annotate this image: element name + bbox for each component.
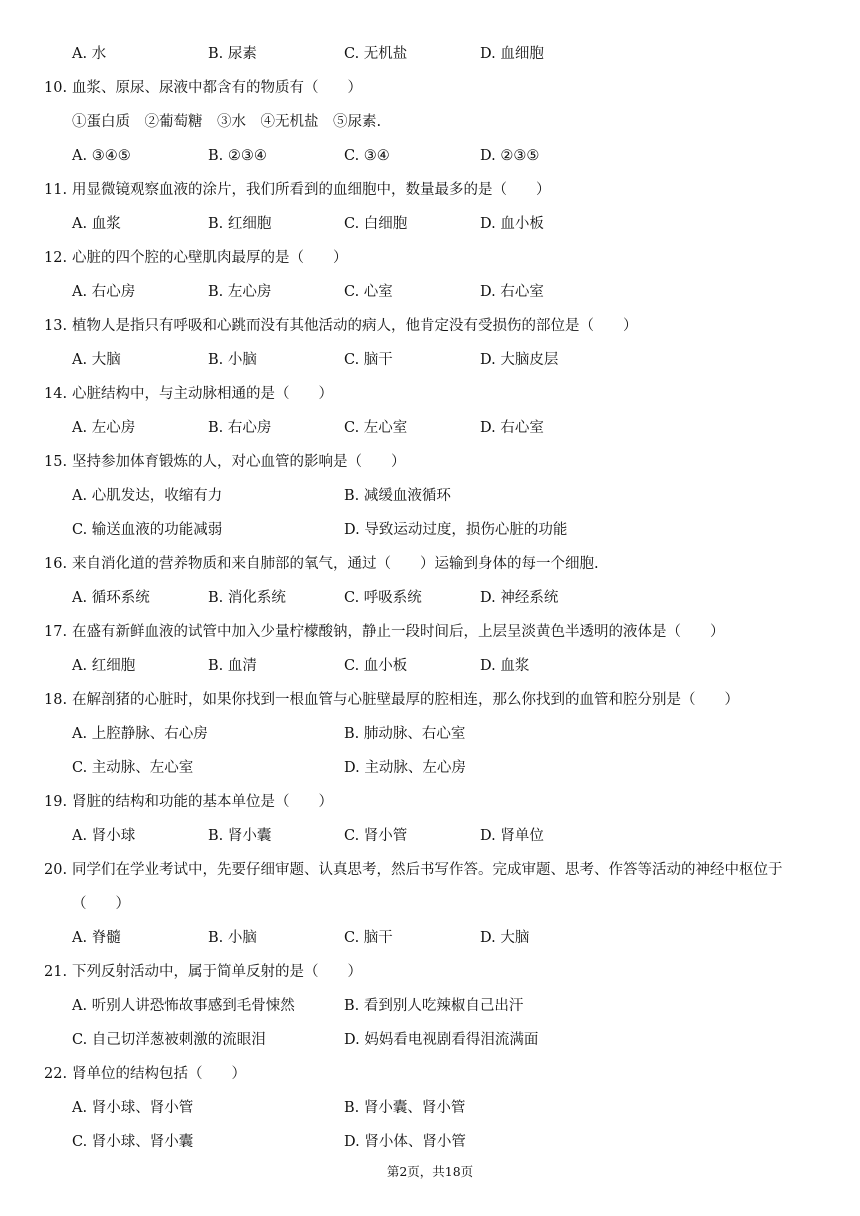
option-c: C. 左心室: [344, 420, 408, 436]
option-c: C. 心室: [344, 284, 393, 300]
option-a: A. 心肌发达，收缩有力: [72, 488, 223, 504]
option-a: A. 红细胞: [72, 658, 136, 674]
question-text: 肾脏的结构和功能的基本单位是（ ）: [72, 794, 333, 810]
option-c: C. 脑干: [344, 930, 393, 946]
option-a: A. 肾小球: [72, 828, 136, 844]
question-text: 坚持参加体育锻炼的人，对心血管的影响是（ ）: [72, 454, 406, 470]
option-c: C. 脑干: [344, 352, 393, 368]
question-number: 19.: [44, 794, 68, 810]
question-number: 22.: [44, 1066, 68, 1082]
option-a: A. 血浆: [72, 216, 121, 232]
option-c: C. 白细胞: [344, 216, 408, 232]
option-d: D. 导致运动过度，损伤心脏的功能: [344, 522, 568, 538]
question-number: 15.: [44, 454, 68, 470]
option-a: A. 听别人讲恐怖故事感到毛骨悚然: [72, 998, 295, 1014]
option-b: B. 减缓血液循环: [344, 488, 451, 504]
option-c: C. 自己切洋葱被刺激的流眼泪: [72, 1032, 266, 1048]
option-b: B. 看到别人吃辣椒自己出汗: [344, 998, 524, 1014]
question-text: 心脏的四个腔的心壁肌肉最厚的是（ ）: [72, 250, 348, 266]
question-number: 13.: [44, 318, 68, 334]
page-footer: 第2页，共18页: [386, 1164, 474, 1179]
option-c: C. 主动脉、左心室: [72, 760, 194, 776]
option-d: D. 血小板: [480, 216, 544, 232]
option-d: D. ②③⑤: [480, 148, 540, 164]
question-text: 用显微镜观察血液的涂片，我们所看到的血细胞中，数量最多的是（ ）: [72, 182, 551, 198]
option-d: D. 血浆: [480, 658, 530, 674]
question-number: 20.: [44, 862, 68, 878]
option-d: D. 神经系统: [480, 590, 559, 606]
option-d: D. 大脑: [480, 930, 530, 946]
question-number: 18.: [44, 692, 68, 708]
option-b: B. 肺动脉、右心室: [344, 726, 466, 742]
question-number: 14.: [44, 386, 68, 402]
question-text-line: （ ）: [72, 896, 130, 912]
option-c: C. 无机盐: [344, 46, 408, 62]
question-number: 11.: [44, 182, 68, 198]
option-a: A. 脊髓: [72, 930, 121, 946]
option-d: D. 血细胞: [480, 46, 544, 62]
question-number: 10.: [44, 80, 68, 96]
option-d: D. 主动脉、左心房: [344, 760, 466, 776]
option-a: A. 大脑: [72, 352, 121, 368]
option-a: A. 右心房: [72, 284, 136, 300]
option-d: D. 右心室: [480, 420, 544, 436]
question-text: 植物人是指只有呼吸和心跳而没有其他活动的病人，他肯定没有受损伤的部位是（ ）: [72, 318, 638, 334]
option-b: B. 血清: [208, 658, 257, 674]
question-text: 来自消化道的营养物质和来自肺部的氧气，通过（ ）运输到身体的每一个细胞.: [72, 556, 599, 572]
question-text: 肾单位的结构包括（ ）: [72, 1066, 246, 1082]
question-number: 16.: [44, 556, 68, 572]
option-b: B. ②③④: [208, 148, 267, 164]
option-d: D. 肾小体、肾小管: [344, 1134, 466, 1150]
option-c: C. 肾小球、肾小囊: [72, 1134, 194, 1150]
option-a: A. 肾小球、肾小管: [72, 1100, 194, 1116]
option-d: D. 肾单位: [480, 828, 544, 844]
option-b: B. 右心房: [208, 420, 272, 436]
question-text: 同学们在学业考试中，先要仔细审题、认真思考，然后书写作答。完成审题、思考、作答等活动的神经中枢位于: [72, 862, 783, 878]
question-number: 12.: [44, 250, 68, 266]
option-d: D. 妈妈看电视剧看得泪流满面: [344, 1032, 539, 1048]
option-a: A. 循环系统: [72, 590, 150, 606]
question-text: 心脏结构中，与主动脉相通的是（ ）: [72, 386, 333, 402]
option-c: C. ③④: [344, 148, 390, 164]
option-b: B. 红细胞: [208, 216, 272, 232]
option-b: B. 小脑: [208, 930, 257, 946]
option-b: B. 小脑: [208, 352, 257, 368]
option-b: B. 尿素: [208, 46, 257, 62]
question-text: 下列反射活动中，属于简单反射的是（ ）: [72, 964, 362, 980]
option-a: A. 左心房: [72, 420, 136, 436]
option-c: C. 肾小管: [344, 828, 408, 844]
option-a: A. 上腔静脉、右心房: [72, 726, 208, 742]
option-a: A. 水: [72, 46, 107, 62]
option-b: B. 肾小囊: [208, 828, 272, 844]
question-text: 血浆、原尿、尿液中都含有的物质有（ ）: [72, 80, 362, 96]
question-text: 在盛有新鲜血液的试管中加入少量柠檬酸钠，静止一段时间后，上层呈淡黄色半透明的液体是（ ）: [72, 624, 725, 640]
option-a: A. ③④⑤: [72, 148, 131, 164]
option-d: D. 大脑皮层: [480, 352, 559, 368]
option-d: D. 右心室: [480, 284, 544, 300]
question-text: 在解剖猪的心脏时，如果你找到一根血管与心脏壁最厚的腔相连，那么你找到的血管和腔分别是（ ）: [72, 692, 739, 708]
option-c: C. 呼吸系统: [344, 590, 422, 606]
question-text-line: ①蛋白质 ②葡萄糖 ③水 ④无机盐 ⑤尿素.: [72, 114, 382, 130]
option-c: C. 输送血液的功能减弱: [72, 522, 223, 538]
option-b: B. 左心房: [208, 284, 272, 300]
question-number: 17.: [44, 624, 68, 640]
question-number: 21.: [44, 964, 68, 980]
option-b: B. 消化系统: [208, 590, 286, 606]
option-b: B. 肾小囊、肾小管: [344, 1100, 466, 1116]
option-c: C. 血小板: [344, 658, 408, 674]
